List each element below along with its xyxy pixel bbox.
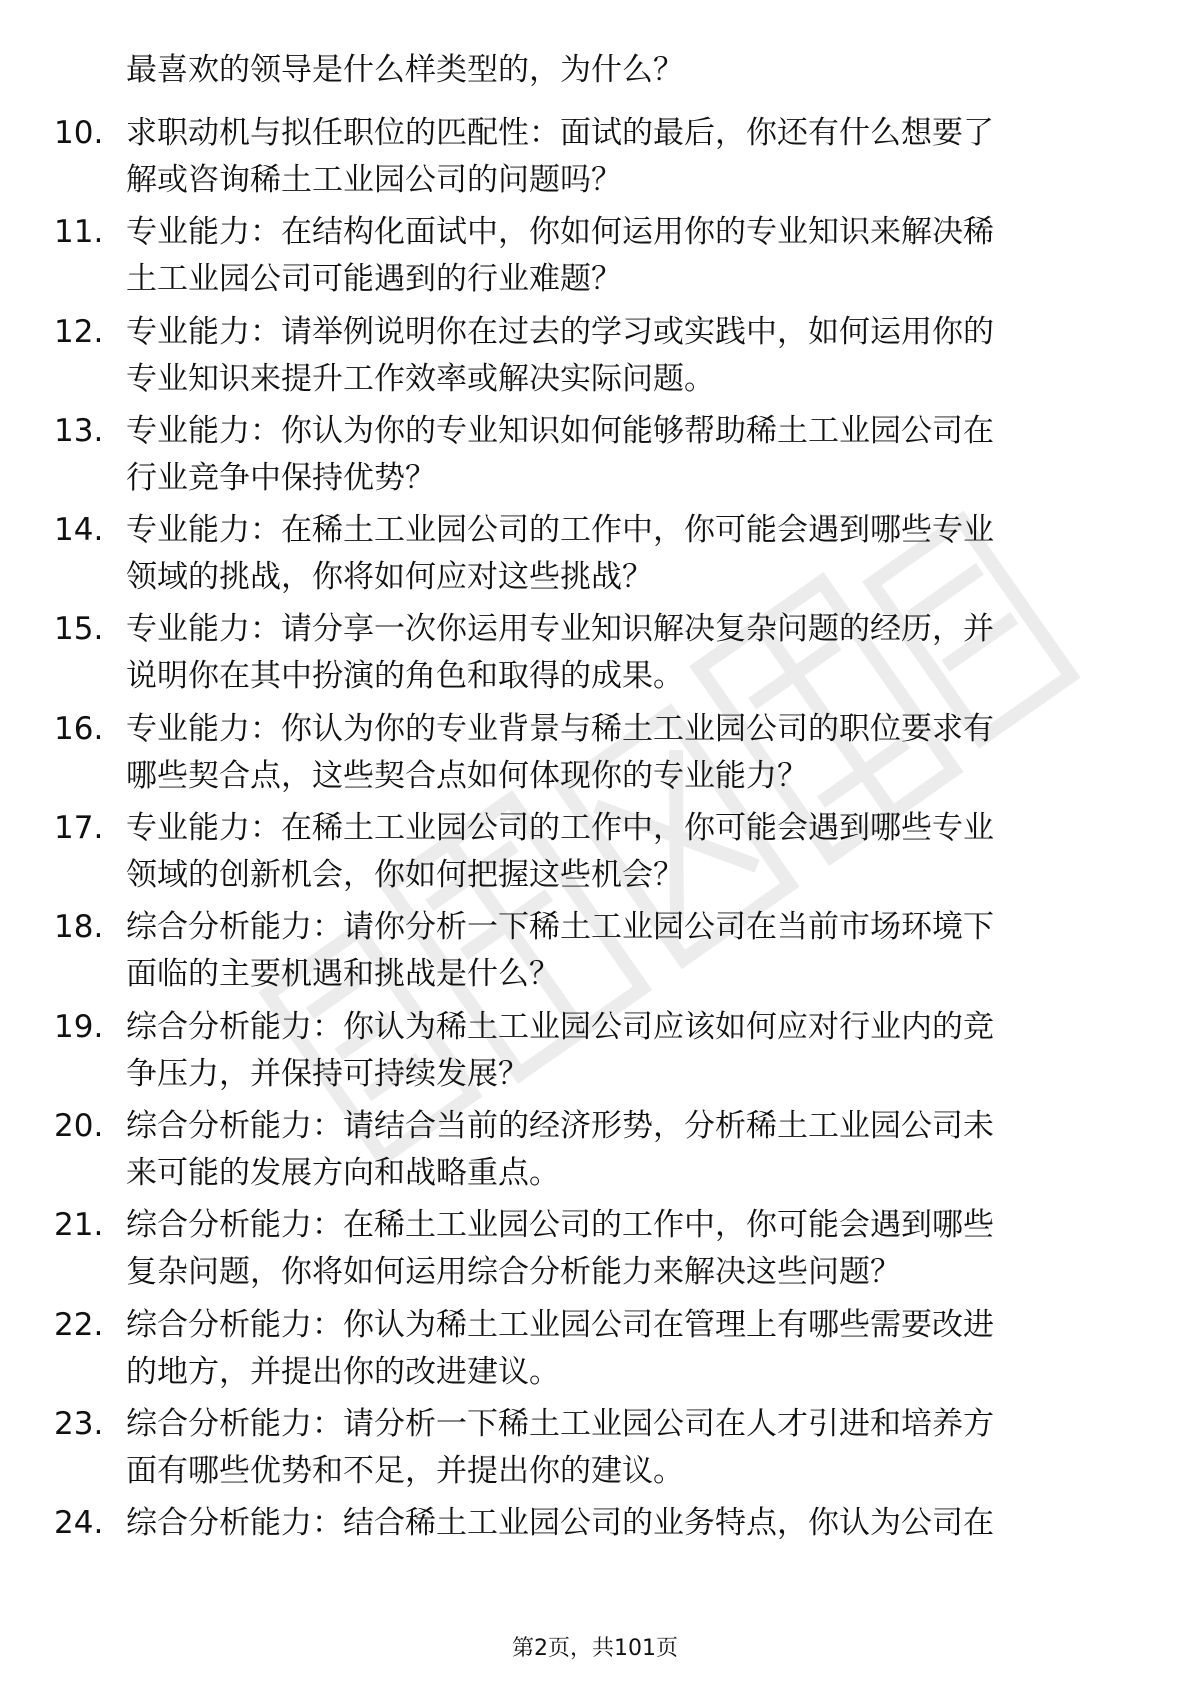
question-item <box>54 1500 1134 1596</box>
question-text-line-1: 专业能力：在稀土工业园公司的工作中，你可能会遇到哪些专业 <box>126 512 994 549</box>
question-number: 13. <box>54 412 104 449</box>
question-text-line-1: 综合分析能力：结合稀土工业园公司的业务特点，你认为公司在 <box>126 1505 994 1542</box>
question-text-line-1: 专业能力：在结构化面试中，你如何运用你的专业知识来解决稀 <box>126 214 994 251</box>
question-text-line-1: 专业能力：请分享一次你运用专业知识解决复杂问题的经历，并 <box>126 611 994 648</box>
question-item <box>54 606 1134 702</box>
question-text-line-2: 专业知识来提升工作效率或解决实际问题。 <box>126 360 715 397</box>
question-item <box>54 408 1134 504</box>
page-footer: 第2页，共101页 <box>512 1636 678 1661</box>
question-number: 24. <box>54 1505 104 1542</box>
question-number: 17. <box>54 810 104 847</box>
question-text-line-1: 专业能力：你认为你的专业背景与稀土工业园公司的职位要求有 <box>126 710 994 747</box>
question-item <box>54 507 1134 603</box>
question-text-line-2: 的地方，并提出你的改进建议。 <box>126 1353 560 1390</box>
question-number: 21. <box>54 1207 104 1244</box>
question-text-line-1: 专业能力：请举例说明你在过去的学习或实践中，如何运用你的 <box>126 313 994 350</box>
question-number: 16. <box>54 710 104 747</box>
question-item <box>54 706 1134 802</box>
question-text-line-2: 行业竞争中保持优势？ <box>126 459 436 496</box>
question-number: 15. <box>54 611 104 648</box>
question-item <box>54 1302 1134 1398</box>
question-number: 14. <box>54 512 104 549</box>
question-text-line-1: 综合分析能力：请你分析一下稀土工业园公司在当前市场环境下 <box>126 909 994 946</box>
question-text-line-2: 哪些契合点，这些契合点如何体现你的专业能力？ <box>126 757 808 794</box>
question-item <box>54 805 1134 901</box>
question-text-line-1: 综合分析能力：你认为稀土工业园公司在管理上有哪些需要改进 <box>126 1306 994 1343</box>
question-text-line-1: 综合分析能力：请分析一下稀土工业园公司在人才引进和培养方 <box>126 1405 994 1442</box>
question-item <box>54 1004 1134 1100</box>
question-item <box>54 1103 1134 1199</box>
question-text-line-1: 综合分析能力：请结合当前的经济形势，分析稀土工业园公司未 <box>126 1107 994 1144</box>
question-text-line-1: 专业能力：在稀土工业园公司的工作中，你可能会遇到哪些专业 <box>126 810 994 847</box>
question-text-line-2: 面临的主要机遇和挑战是什么？ <box>126 956 560 993</box>
question-text-line-2: 领域的创新机会，你如何把握这些机会？ <box>126 857 684 894</box>
question-text-line-2: 领域的挑战，你将如何应对这些挑战？ <box>126 559 653 596</box>
question-text-line-1: 综合分析能力：在稀土工业园公司的工作中，你可能会遇到哪些 <box>126 1207 994 1244</box>
question-item <box>54 110 1134 206</box>
question-item <box>54 309 1134 405</box>
question-text-line-2: 面有哪些优势和不足，并提出你的建议。 <box>126 1452 684 1489</box>
question-text-line-1: 求职动机与拟任职位的匹配性：面试的最后，你还有什么想要了 <box>126 115 994 151</box>
question-number: 11. <box>54 214 104 251</box>
question-number: 10. <box>54 115 104 151</box>
question-item <box>54 209 1134 305</box>
question-text-line-2: 解或咨询稀土工业园公司的问题吗？ <box>126 162 622 198</box>
question-text-line-2: 复杂问题，你将如何运用综合分析能力来解决这些问题？ <box>126 1254 901 1291</box>
continuation-line: 最喜欢的领导是什么样类型的，为什么？ <box>126 52 684 88</box>
question-text-line-2: 土工业园公司可能遇到的行业难题？ <box>126 261 622 298</box>
question-number: 22. <box>54 1306 104 1343</box>
question-text-line-2: 说明你在其中扮演的角色和取得的成果。 <box>126 658 684 695</box>
question-number: 23. <box>54 1405 104 1442</box>
question-number: 19. <box>54 1008 104 1045</box>
question-number: 12. <box>54 313 104 350</box>
question-item <box>54 1401 1134 1497</box>
question-text-line-2: 争压力，并保持可持续发展？ <box>126 1055 529 1092</box>
question-list <box>54 110 1134 1599</box>
question-text-line-2: 来可能的发展方向和战略重点。 <box>126 1154 560 1191</box>
question-item <box>54 904 1134 1000</box>
question-number: 18. <box>54 909 104 946</box>
question-number: 20. <box>54 1107 104 1144</box>
question-item <box>54 1202 1134 1298</box>
question-text-line-1: 专业能力：你认为你的专业知识如何能够帮助稀土工业园公司在 <box>126 412 994 449</box>
question-text-line-1: 综合分析能力：你认为稀土工业园公司应该如何应对行业内的竞 <box>126 1008 994 1045</box>
